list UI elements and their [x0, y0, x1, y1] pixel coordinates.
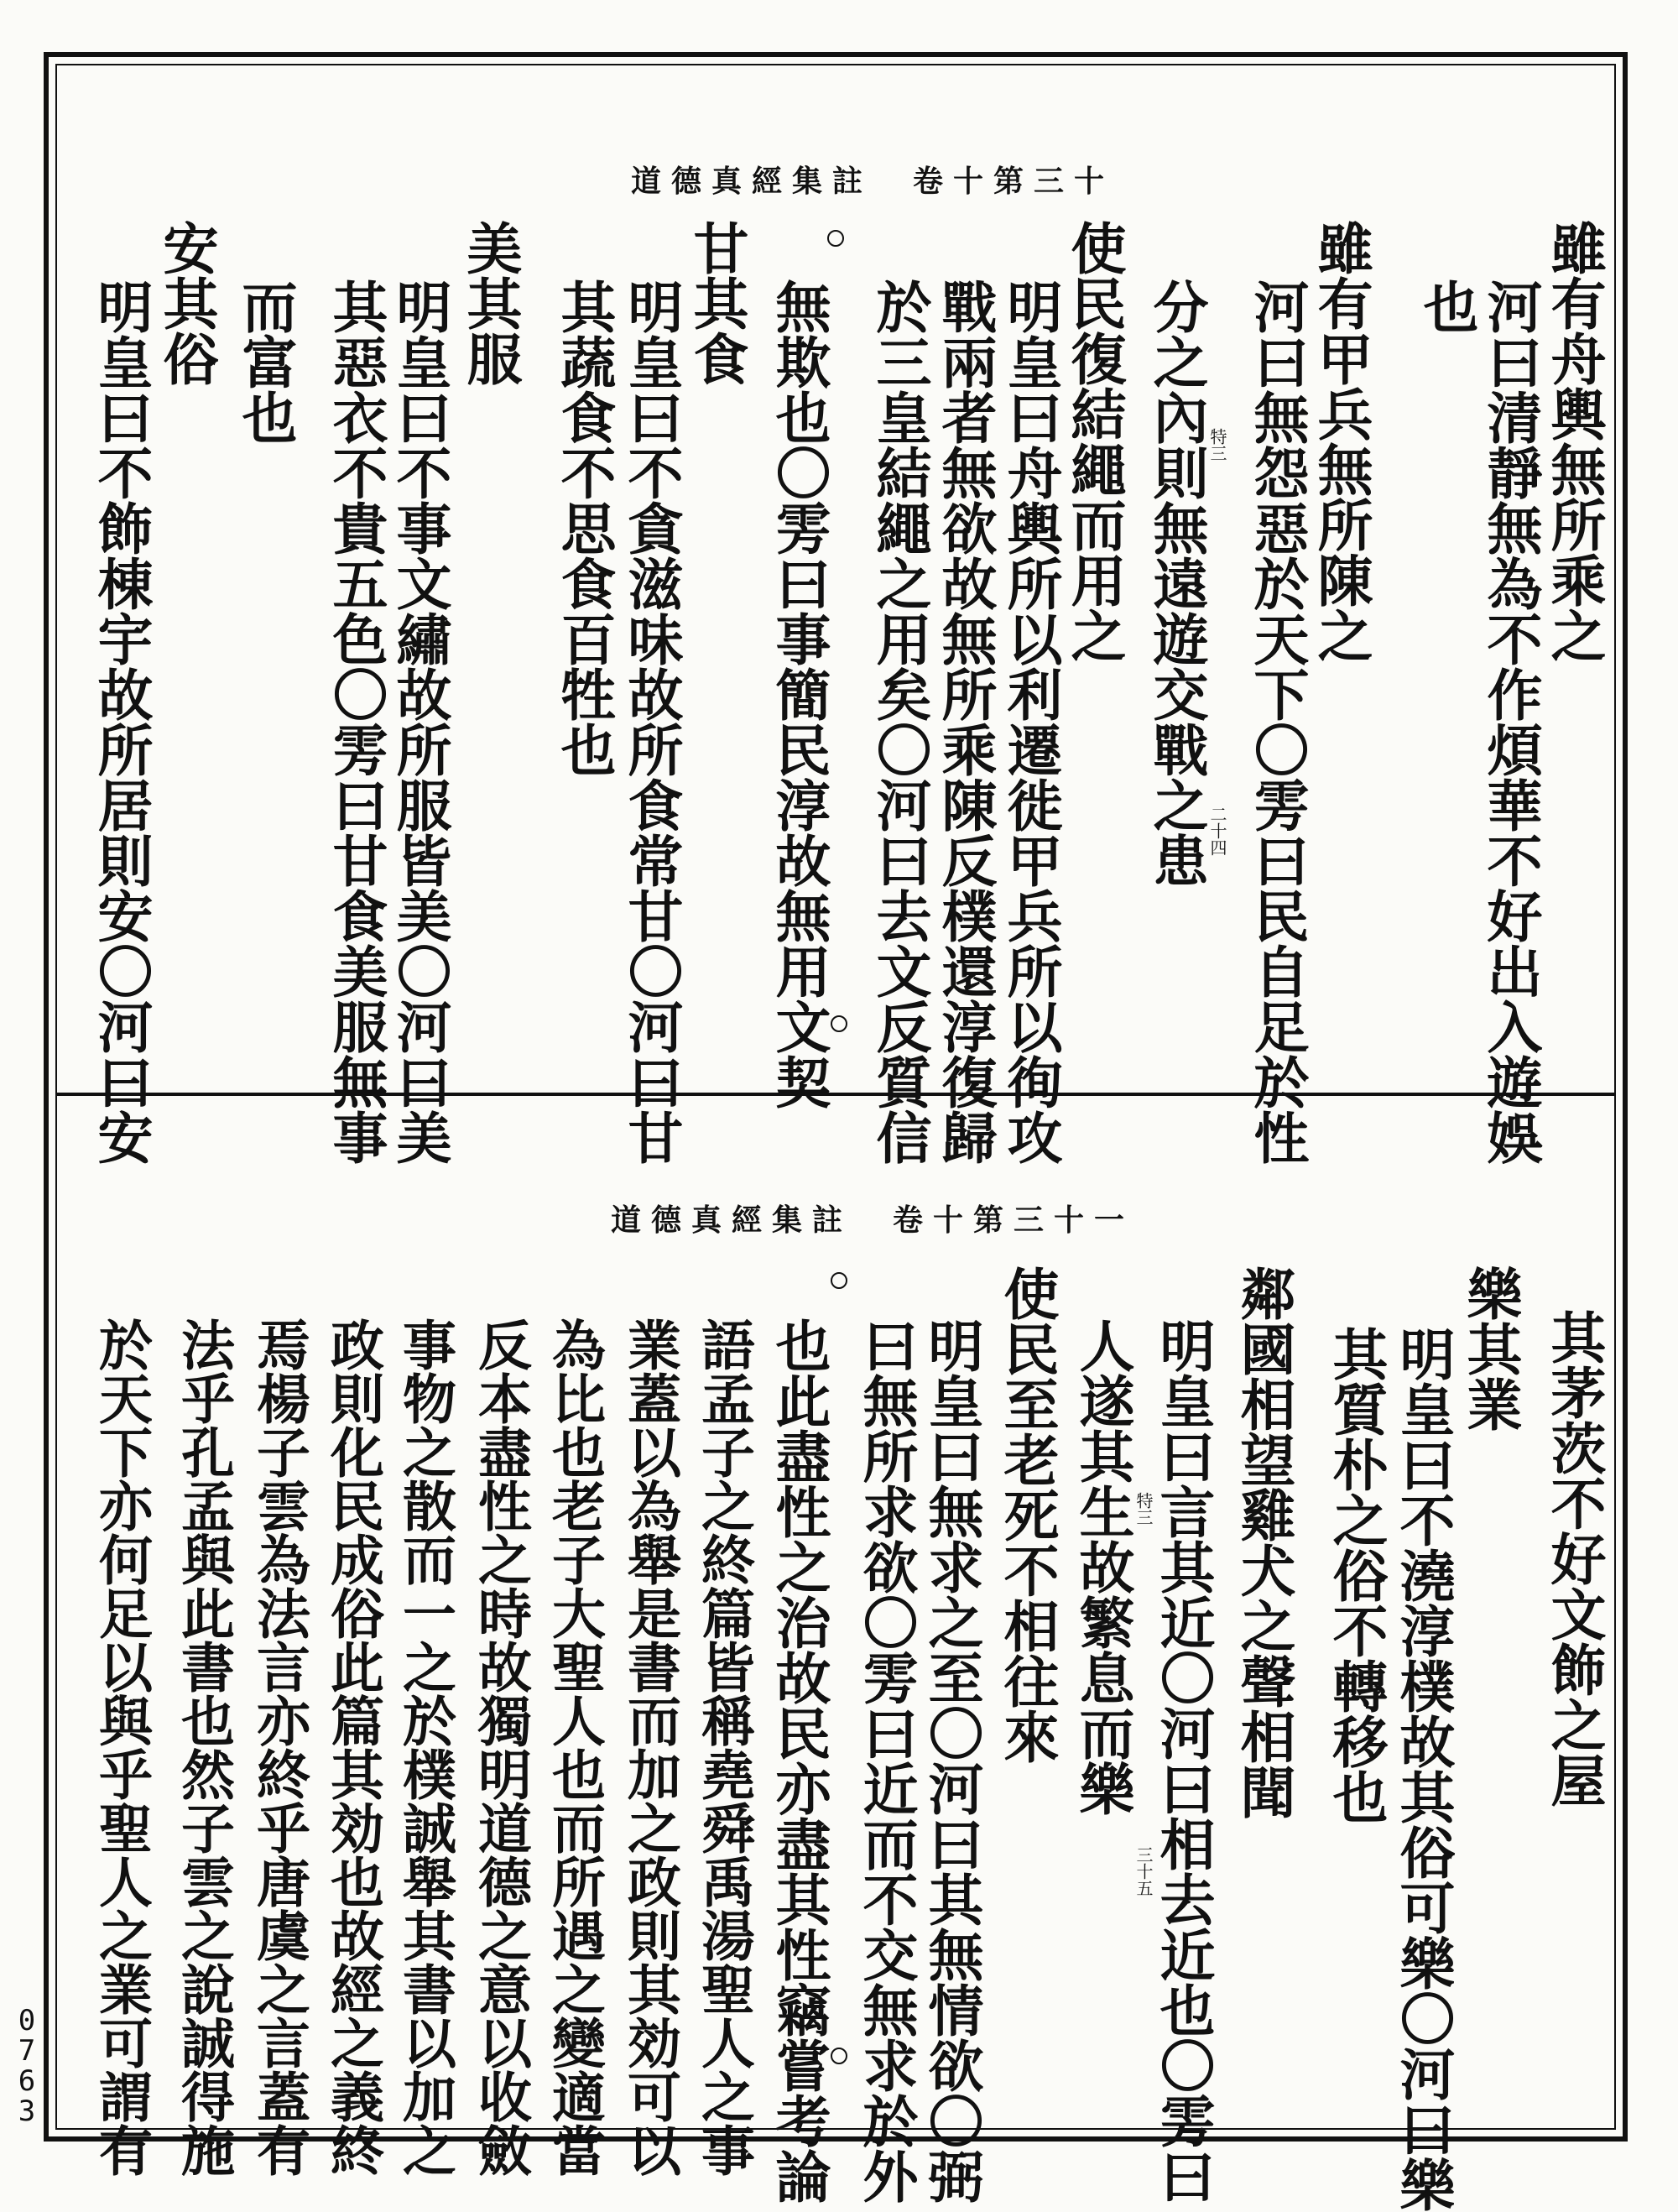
- marginal-note: 特三: [1207, 428, 1227, 462]
- top-col-4: 雖有甲兵無所陳之: [1308, 220, 1373, 663]
- top-col-10: 於三皇結繩之用矣〇河曰去文反質信: [867, 279, 932, 1165]
- top-col-9: 戰兩者無欲故無所乘陳反樸還淳復歸: [932, 279, 998, 1165]
- top-col-13: 明皇曰不貪滋味故所食常甘〇河曰甘: [618, 279, 684, 1165]
- bottom-col-10: 曰無所求欲〇雱曰近而不交無求於外: [853, 1317, 919, 2204]
- bottom-col-12: 語孟子之終篇皆稱堯舜禹湯聖人之事: [692, 1317, 755, 2177]
- top-col-6: 分之內則無遠遊交戰之患: [1144, 279, 1209, 888]
- top-col-14: 其蔬食不思食百牲也: [551, 279, 617, 777]
- top-col-3: 也: [1414, 279, 1479, 334]
- bottom-col-11: 也此盡性之治故民亦盡其性竊嘗考論: [766, 1317, 831, 2204]
- top-col-11: 無欺也〇雱曰事簡民淳故無用文契: [766, 279, 831, 1109]
- top-col-12: 甘其食: [684, 220, 749, 386]
- top-col-15: 美其服: [457, 220, 523, 386]
- bottom-col-1: 其茅茨不好文飾之屋: [1541, 1309, 1607, 1808]
- marginal-note: 特三: [1133, 1492, 1154, 1526]
- bottom-col-13: 業蓋以為舉是書而加之政則其効可以: [618, 1317, 681, 2177]
- top-col-20: 明皇曰不飾棟宇故所居則安〇河曰安: [88, 279, 154, 1165]
- bottom-col-8: 使民至老死不相往來: [994, 1265, 1060, 1764]
- page-number: 0763: [18, 2004, 36, 2128]
- bottom-col-19: 法乎孔孟與此書也然子雲之說誠得施: [172, 1317, 235, 2177]
- top-col-8: 明皇曰舟輿所以利遷徙甲兵所以徇攻: [998, 279, 1063, 1165]
- circle-marker: [827, 230, 844, 247]
- top-col-19: 安其俗: [154, 220, 219, 386]
- bottom-col-15: 反本盡性之時故獨明道德之意以收斂: [469, 1317, 532, 2177]
- bottom-col-6: 明皇曰言其近〇河曰相去近也〇雱曰: [1150, 1317, 1216, 2204]
- circle-marker: [831, 2048, 847, 2064]
- bottom-col-5: 鄰國相望雞犬之聲相聞: [1231, 1265, 1296, 1819]
- running-header-top: 道德真經集註 卷十第三十: [630, 164, 1114, 199]
- top-col-7: 使民復結繩而用之: [1061, 220, 1127, 663]
- top-col-2: 河曰清靜無為不作煩華不好出入遊娛: [1477, 279, 1543, 1165]
- top-col-16: 明皇曰不事文繡故所服皆美〇河曰美: [387, 279, 452, 1165]
- bottom-col-14: 為比也老子大聖人也而所遇之變適當: [543, 1317, 606, 2177]
- bottom-col-16: 事物之散而一之於樸誠舉其書以加之: [393, 1317, 456, 2177]
- top-col-18: 而富也: [232, 279, 298, 445]
- bottom-col-2: 樂其業: [1457, 1265, 1523, 1432]
- bottom-col-18: 焉楊子雲為法言亦終乎唐虞之言蓋有: [248, 1317, 310, 2177]
- bottom-col-20: 於天下亦何足以與乎聖人之業可謂有: [90, 1317, 153, 2177]
- top-col-1: 雖有舟輿無所乘之: [1541, 220, 1607, 663]
- marginal-note: 二十四: [1207, 806, 1227, 856]
- top-col-5: 河曰無怨惡於天下〇雱曰民自足於性: [1244, 279, 1310, 1165]
- marginal-note: 三十五: [1133, 1846, 1154, 1896]
- page-divider: [55, 1093, 1616, 1096]
- bottom-col-4: 其質朴之俗不轉移也: [1323, 1326, 1389, 1824]
- bottom-col-3: 明皇曰不澆淳樸故其俗可樂〇河曰樂: [1390, 1326, 1456, 2212]
- bottom-col-7: 人遂其生故繁息而樂: [1070, 1317, 1135, 1816]
- bottom-col-9: 明皇曰無求之至〇河曰其無情欲〇弼: [919, 1317, 984, 2204]
- circle-marker: [831, 1015, 847, 1032]
- bottom-col-17: 政則化民成俗此篇其効也故經之義終: [321, 1317, 384, 2177]
- circle-marker: [831, 1272, 847, 1289]
- top-col-17: 其惡衣不貴五色〇雱曰甘食美服無事: [323, 279, 388, 1165]
- running-header-bottom: 道德真經集註 卷十第三十一: [610, 1203, 1134, 1238]
